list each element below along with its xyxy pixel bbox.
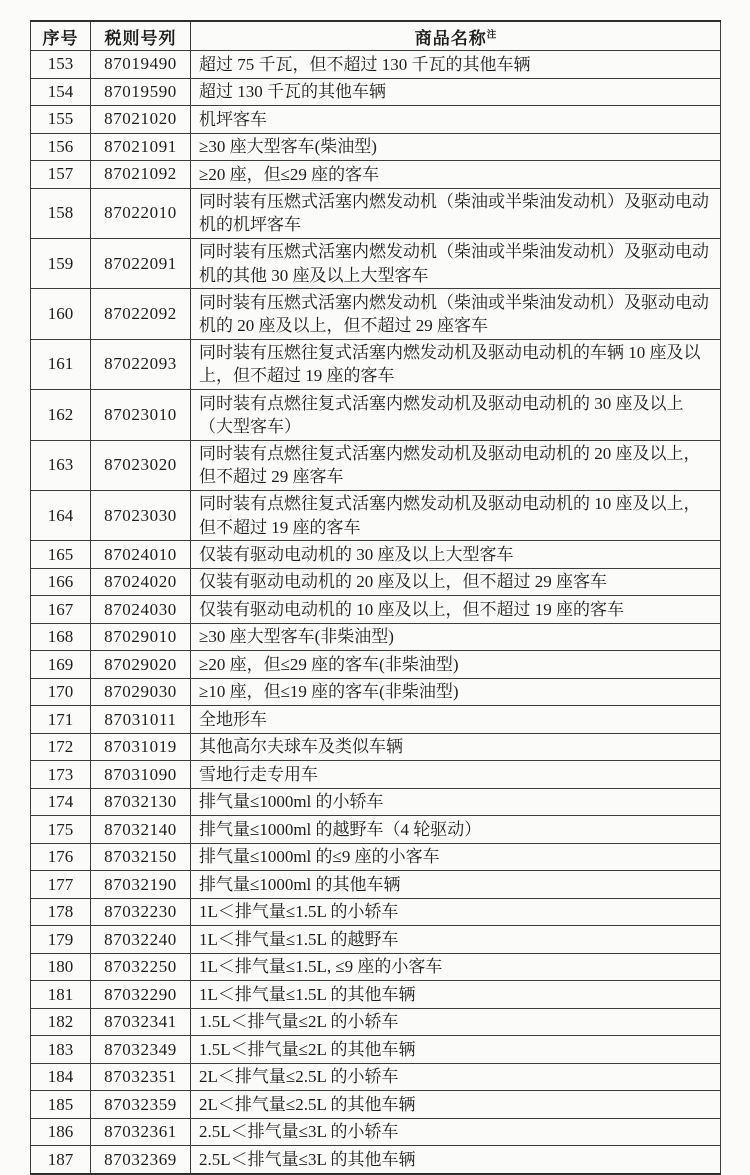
row-tariff-code: 87031019	[91, 733, 191, 761]
row-serial: 154	[31, 78, 91, 106]
row-serial: 184	[31, 1063, 91, 1091]
row-tariff-code: 87023020	[91, 440, 191, 490]
table-row	[31, 596, 721, 624]
row-product-name: 仅装有驱动电动机的 30 座及以上大型客车	[191, 541, 721, 569]
table-row	[31, 490, 721, 540]
col-header-serial: 序号	[31, 21, 91, 51]
row-tariff-code: 87032130	[91, 788, 191, 816]
table-body	[31, 51, 721, 1174]
table-row	[31, 953, 721, 981]
table-row	[31, 1118, 721, 1146]
table-row	[31, 981, 721, 1009]
row-tariff-code: 87031011	[91, 706, 191, 734]
row-serial: 158	[31, 188, 91, 238]
row-product-name: 同时装有压燃往复式活塞内燃发动机及驱动电动机的车辆 10 座及以上，但不超过 19 座的客车	[191, 339, 721, 389]
row-product-name: 雪地行走专用车	[191, 761, 721, 789]
col-header-product-name-label: 商品名称	[414, 28, 487, 48]
row-product-name: ≥30 座大型客车(非柴油型)	[191, 623, 721, 651]
row-product-name: ≥10 座，但≤19 座的客车(非柴油型)	[191, 678, 721, 706]
row-tariff-code: 87022091	[91, 238, 191, 288]
row-tariff-code: 87024030	[91, 596, 191, 624]
table-row	[31, 788, 721, 816]
row-product-name: 排气量≤1000ml 的其他车辆	[191, 871, 721, 899]
row-tariff-code: 87021091	[91, 133, 191, 161]
row-product-name: 2.5L＜排气量≤3L 的小轿车	[191, 1118, 721, 1146]
row-serial: 185	[31, 1091, 91, 1119]
row-serial: 166	[31, 568, 91, 596]
row-tariff-code: 87032359	[91, 1091, 191, 1119]
table-row	[31, 51, 721, 79]
row-tariff-code: 87032290	[91, 981, 191, 1009]
row-product-name: 同时装有压燃式活塞内燃发动机（柴油或半柴油发动机）及驱动电动机的 20 座及以上，但不超过 29 座客车	[191, 289, 721, 339]
row-product-name: ≥20 座，但≤29 座的客车	[191, 161, 721, 189]
row-product-name: 仅装有驱动电动机的 10 座及以上，但不超过 19 座的客车	[191, 596, 721, 624]
row-serial: 183	[31, 1036, 91, 1064]
row-product-name: 排气量≤1000ml 的小轿车	[191, 788, 721, 816]
row-tariff-code: 87021092	[91, 161, 191, 189]
table-row	[31, 1036, 721, 1064]
table-row	[31, 133, 721, 161]
table-row	[31, 440, 721, 490]
row-product-name: 2.5L＜排气量≤3L 的其他车辆	[191, 1146, 721, 1174]
row-tariff-code: 87032351	[91, 1063, 191, 1091]
header-note-superscript: 注	[486, 29, 497, 40]
row-serial: 172	[31, 733, 91, 761]
row-serial: 187	[31, 1146, 91, 1174]
row-tariff-code: 87022092	[91, 289, 191, 339]
row-product-name: 其他高尔夫球车及类似车辆	[191, 733, 721, 761]
row-tariff-code: 87032240	[91, 926, 191, 954]
row-serial: 163	[31, 440, 91, 490]
row-product-name: ≥20 座，但≤29 座的客车(非柴油型)	[191, 651, 721, 679]
row-serial: 182	[31, 1008, 91, 1036]
table-row	[31, 568, 721, 596]
table-row	[31, 651, 721, 679]
row-product-name: 1L＜排气量≤1.5L 的其他车辆	[191, 981, 721, 1009]
row-tariff-code: 87032341	[91, 1008, 191, 1036]
row-product-name: 同时装有压燃式活塞内燃发动机（柴油或半柴油发动机）及驱动电动机的其他 30 座及以上大型客车	[191, 238, 721, 288]
row-product-name: 全地形车	[191, 706, 721, 734]
table-row	[31, 843, 721, 871]
row-tariff-code: 87029020	[91, 651, 191, 679]
row-product-name: 超过 75 千瓦，但不超过 130 千瓦的其他车辆	[191, 51, 721, 79]
table-header	[31, 21, 721, 51]
table-row	[31, 339, 721, 389]
table-row	[31, 898, 721, 926]
row-product-name: 排气量≤1000ml 的≤9 座的小客车	[191, 843, 721, 871]
table-row	[31, 706, 721, 734]
row-product-name: 同时装有点燃往复式活塞内燃发动机及驱动电动机的 20 座及以上，但不超过 29 座客车	[191, 440, 721, 490]
row-tariff-code: 87032369	[91, 1146, 191, 1174]
row-serial: 179	[31, 926, 91, 954]
row-tariff-code: 87019590	[91, 78, 191, 106]
row-tariff-code: 87029010	[91, 623, 191, 651]
row-serial: 156	[31, 133, 91, 161]
row-serial: 181	[31, 981, 91, 1009]
table-row	[31, 541, 721, 569]
table-row	[31, 623, 721, 651]
row-product-name: 1.5L＜排气量≤2L 的小轿车	[191, 1008, 721, 1036]
row-serial: 169	[31, 651, 91, 679]
row-serial: 153	[31, 51, 91, 79]
row-product-name: 同时装有点燃往复式活塞内燃发动机及驱动电动机的 30 座及以上（大型客车）	[191, 390, 721, 440]
row-product-name: 同时装有点燃往复式活塞内燃发动机及驱动电动机的 10 座及以上，但不超过 19 座的客车	[191, 490, 721, 540]
row-serial: 159	[31, 238, 91, 288]
header-row	[31, 21, 721, 51]
row-serial: 160	[31, 289, 91, 339]
table-row	[31, 1146, 721, 1174]
row-product-name: 排气量≤1000ml 的越野车（4 轮驱动）	[191, 816, 721, 844]
row-tariff-code: 87023030	[91, 490, 191, 540]
row-tariff-code: 87032349	[91, 1036, 191, 1064]
row-serial: 167	[31, 596, 91, 624]
row-tariff-code: 87032250	[91, 953, 191, 981]
row-product-name: 1L＜排气量≤1.5L, ≤9 座的小客车	[191, 953, 721, 981]
row-product-name: 同时装有压燃式活塞内燃发动机（柴油或半柴油发动机）及驱动电动机的机坪客车	[191, 188, 721, 238]
row-serial: 170	[31, 678, 91, 706]
row-serial: 164	[31, 490, 91, 540]
row-tariff-code: 87021020	[91, 106, 191, 134]
table-row	[31, 78, 721, 106]
row-tariff-code: 87019490	[91, 51, 191, 79]
row-serial: 162	[31, 390, 91, 440]
table-row	[31, 816, 721, 844]
table-row	[31, 733, 721, 761]
row-serial: 161	[31, 339, 91, 389]
row-serial: 157	[31, 161, 91, 189]
row-product-name: 仅装有驱动电动机的 20 座及以上，但不超过 29 座客车	[191, 568, 721, 596]
row-tariff-code: 87024020	[91, 568, 191, 596]
row-tariff-code: 87024010	[91, 541, 191, 569]
row-serial: 165	[31, 541, 91, 569]
row-tariff-code: 87032361	[91, 1118, 191, 1146]
row-serial: 174	[31, 788, 91, 816]
row-tariff-code: 87032150	[91, 843, 191, 871]
table-row	[31, 1063, 721, 1091]
table-row	[31, 238, 721, 288]
table-row	[31, 188, 721, 238]
table-row	[31, 678, 721, 706]
row-product-name: 超过 130 千瓦的其他车辆	[191, 78, 721, 106]
row-serial: 173	[31, 761, 91, 789]
row-product-name: 2L＜排气量≤2.5L 的小轿车	[191, 1063, 721, 1091]
row-tariff-code: 87022093	[91, 339, 191, 389]
row-product-name: 1L＜排气量≤1.5L 的小轿车	[191, 898, 721, 926]
row-serial: 175	[31, 816, 91, 844]
table-row	[31, 926, 721, 954]
row-product-name: 2L＜排气量≤2.5L 的其他车辆	[191, 1091, 721, 1119]
table-row	[31, 761, 721, 789]
row-product-name: 1.5L＜排气量≤2L 的其他车辆	[191, 1036, 721, 1064]
row-tariff-code: 87029030	[91, 678, 191, 706]
row-serial: 155	[31, 106, 91, 134]
table-row	[31, 289, 721, 339]
row-tariff-code: 87031090	[91, 761, 191, 789]
col-header-tariff-code: 税则号列	[91, 21, 191, 51]
col-header-product-name	[191, 21, 721, 51]
row-product-name: ≥30 座大型客车(柴油型)	[191, 133, 721, 161]
row-tariff-code: 87022010	[91, 188, 191, 238]
table-row	[31, 1008, 721, 1036]
tariff-table	[30, 20, 721, 1175]
table-row	[31, 161, 721, 189]
row-tariff-code: 87032140	[91, 816, 191, 844]
row-product-name: 1L＜排气量≤1.5L 的越野车	[191, 926, 721, 954]
row-tariff-code: 87032190	[91, 871, 191, 899]
row-serial: 171	[31, 706, 91, 734]
table-row	[31, 106, 721, 134]
table-row	[31, 1091, 721, 1119]
row-serial: 177	[31, 871, 91, 899]
table-row	[31, 871, 721, 899]
table-row	[31, 390, 721, 440]
row-serial: 186	[31, 1118, 91, 1146]
row-tariff-code: 87023010	[91, 390, 191, 440]
row-product-name: 机坪客车	[191, 106, 721, 134]
row-tariff-code: 87032230	[91, 898, 191, 926]
row-serial: 168	[31, 623, 91, 651]
row-serial: 180	[31, 953, 91, 981]
row-serial: 178	[31, 898, 91, 926]
row-serial: 176	[31, 843, 91, 871]
